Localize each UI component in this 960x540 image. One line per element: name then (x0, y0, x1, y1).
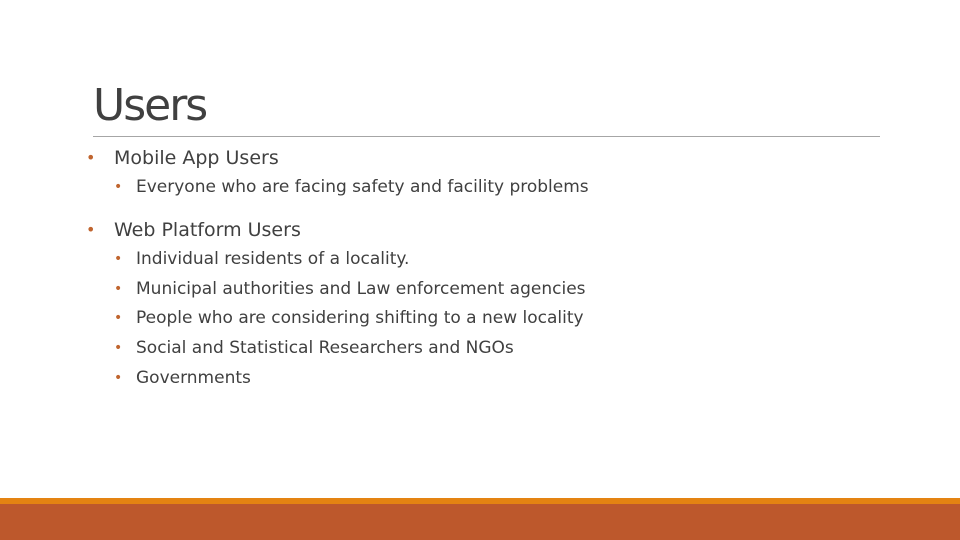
sub-bullet-text: Everyone who are facing safety and facility problems (136, 177, 589, 197)
sub-bullet-text: Individual residents of a locality. (136, 248, 410, 269)
bullet-icon: • (114, 179, 123, 195)
bullet-group-label: Web Platform Users (114, 218, 301, 241)
sub-bullet-item (86, 245, 906, 275)
sub-bullet-text: People who are considering shifting to a new locality (136, 308, 584, 329)
bullet-icon: • (114, 369, 123, 386)
sub-bullet-text: Governments (136, 367, 251, 388)
bullet-content (86, 144, 906, 394)
sub-bullet-text: Municipal authorities and Law enforcement agencies (136, 278, 586, 299)
sub-bullet-item (86, 334, 906, 364)
bullet-icon: • (114, 250, 123, 267)
bullet-group-mobile-app-users (86, 144, 906, 172)
slide-title: Users (93, 80, 207, 131)
sub-bullet-item (86, 304, 906, 334)
sub-bullet-item (86, 173, 906, 203)
bullet-group-label: Mobile App Users (114, 147, 279, 169)
sub-bullet-list (86, 173, 906, 203)
sub-bullet-text: Social and Statistical Researchers and NGOs (136, 338, 514, 358)
sub-bullet-list (86, 245, 906, 394)
bullet-icon: • (114, 280, 123, 297)
bullet-icon: • (114, 310, 123, 327)
bullet-icon: • (114, 340, 123, 356)
sub-bullet-item (86, 364, 906, 394)
bullet-icon: • (86, 219, 96, 239)
bullet-group-web-platform-users (86, 216, 906, 244)
sub-bullet-item (86, 275, 906, 305)
bullet-icon: • (86, 148, 96, 167)
spacer (86, 203, 906, 216)
title-divider (93, 136, 880, 137)
footer-band (0, 504, 960, 540)
